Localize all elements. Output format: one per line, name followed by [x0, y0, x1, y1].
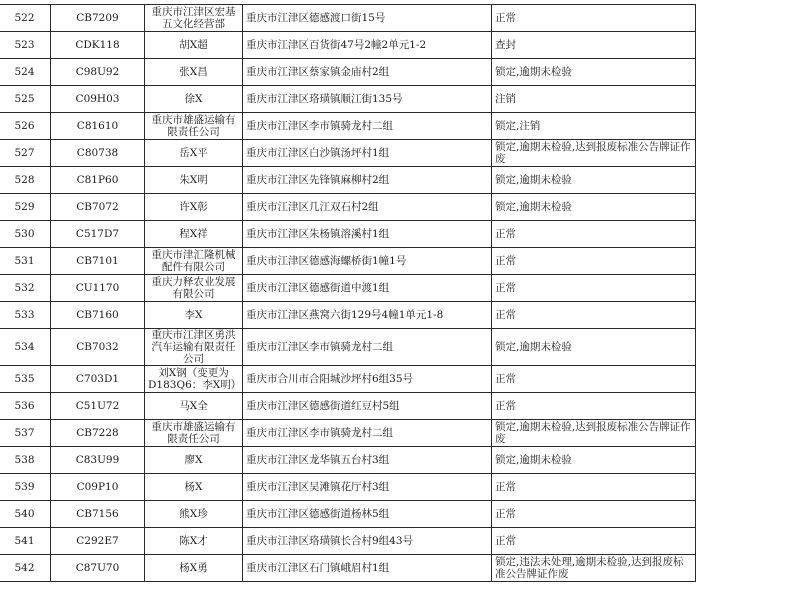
owner-name: 李X: [145, 302, 243, 329]
owner-name: 廖X: [145, 447, 243, 474]
owner-name: 程X祥: [145, 221, 243, 248]
row-number: 529: [0, 194, 51, 221]
table-row: [0, 393, 696, 420]
row-number: 539: [0, 474, 51, 501]
row-number: 535: [0, 366, 51, 393]
owner-name: 徐X: [145, 86, 243, 113]
owner-address: 重庆市江津区德感海螺桥街1幢1号: [243, 248, 492, 275]
owner-name: 岳X平: [145, 140, 243, 167]
row-number: 536: [0, 393, 51, 420]
row-number: 537: [0, 420, 51, 447]
owner-address: 重庆市江津区燕窝六街129号4幢1单元1-8: [243, 302, 492, 329]
owner-name: 重庆市江津区宏基五文化经营部: [145, 5, 243, 32]
owner-address: 重庆市江津区吴滩镇花厅村3组: [243, 474, 492, 501]
table-row: [0, 555, 696, 582]
owner-address: 重庆市江津区李市镇骑龙村二组: [243, 420, 492, 447]
table-row: [0, 248, 696, 275]
owner-name: 朱X明: [145, 167, 243, 194]
vehicle-status: 锁定,逾期未检验: [492, 447, 696, 474]
table-row: [0, 5, 696, 32]
row-number: 542: [0, 555, 51, 582]
vehicle-status: 正常: [492, 393, 696, 420]
owner-name: 重庆力释农业发展有限公司: [145, 275, 243, 302]
vehicle-status: 锁定,逾期未检验,达到报废标准公告牌证作废: [492, 420, 696, 447]
plate-number: CB7032: [51, 329, 145, 366]
owner-address: 重庆市江津区白沙镇汤坪村1组: [243, 140, 492, 167]
plate-number: C517D7: [51, 221, 145, 248]
owner-address: 重庆市江津区龙华镇五台村3组: [243, 447, 492, 474]
owner-address: 重庆市江津区李市镇骑龙村二组: [243, 329, 492, 366]
vehicle-status: 正常: [492, 474, 696, 501]
row-number: 533: [0, 302, 51, 329]
owner-name: 陈X才: [145, 528, 243, 555]
owner-name: 熊X珍: [145, 501, 243, 528]
owner-name: 杨X: [145, 474, 243, 501]
owner-address: 重庆市江津区珞璜镇顺江街135号: [243, 86, 492, 113]
table-row: [0, 474, 696, 501]
row-number: 532: [0, 275, 51, 302]
row-number: 526: [0, 113, 51, 140]
owner-address: 重庆市江津区德感街道红豆村5组: [243, 393, 492, 420]
plate-number: C703D1: [51, 366, 145, 393]
vehicle-status: 正常: [492, 366, 696, 393]
table-row: [0, 501, 696, 528]
row-number: 541: [0, 528, 51, 555]
plate-number: C81610: [51, 113, 145, 140]
table-row: [0, 140, 696, 167]
table-row: [0, 447, 696, 474]
plate-number: CDK118: [51, 32, 145, 59]
owner-name: 重庆市津汇隆机械配件有限公司: [145, 248, 243, 275]
plate-number: C09P10: [51, 474, 145, 501]
vehicle-status: 正常: [492, 248, 696, 275]
vehicle-status: 锁定,逾期未检验: [492, 167, 696, 194]
owner-name: 杨X勇: [145, 555, 243, 582]
owner-address: 重庆市江津区几江双石村2组: [243, 194, 492, 221]
vehicle-status: 锁定,逾期未检验: [492, 194, 696, 221]
table-row: [0, 194, 696, 221]
plate-number: C83U99: [51, 447, 145, 474]
owner-name: 刘X钢（变更为D183Q6：李X明）: [145, 366, 243, 393]
table-row: [0, 86, 696, 113]
plate-number: CB7072: [51, 194, 145, 221]
vehicle-status: 注销: [492, 86, 696, 113]
plate-number: CB7228: [51, 420, 145, 447]
vehicle-status: 正常: [492, 302, 696, 329]
owner-address: 重庆市江津区珞璜镇长合村9组43号: [243, 528, 492, 555]
plate-number: C98U92: [51, 59, 145, 86]
table-row: [0, 59, 696, 86]
owner-name: 马X全: [145, 393, 243, 420]
owner-address: 重庆市江津区德感街道中渡1组: [243, 275, 492, 302]
owner-address: 重庆市江津区德感街道杨林5组: [243, 501, 492, 528]
owner-address: 重庆市江津区德感渡口街15号: [243, 5, 492, 32]
row-number: 528: [0, 167, 51, 194]
table-row: [0, 420, 696, 447]
plate-number: C09H03: [51, 86, 145, 113]
row-number: 522: [0, 5, 51, 32]
owner-address: 重庆市江津区百货街47号2幢2单元1-2: [243, 32, 492, 59]
table-row: [0, 329, 696, 366]
plate-number: C51U72: [51, 393, 145, 420]
vehicle-status: 锁定,逾期未检验: [492, 59, 696, 86]
table-row: [0, 167, 696, 194]
owner-name: 胡X超: [145, 32, 243, 59]
vehicle-status: 锁定,逾期未检验,达到报废标准公告牌证作废: [492, 140, 696, 167]
table-row: [0, 275, 696, 302]
row-number: 527: [0, 140, 51, 167]
vehicle-status: 锁定,违法未处理,逾期未检验,达到报废标准公告牌证作废: [492, 555, 696, 582]
owner-address: 重庆市江津区先锋镇麻柳村2组: [243, 167, 492, 194]
row-number: 524: [0, 59, 51, 86]
vehicle-table-body: [0, 5, 696, 582]
row-number: 523: [0, 32, 51, 59]
owner-name: 张X昌: [145, 59, 243, 86]
row-number: 530: [0, 221, 51, 248]
owner-name: 重庆市雄盛运输有限责任公司: [145, 420, 243, 447]
owner-address: 重庆市江津区朱杨镇溶溪村1组: [243, 221, 492, 248]
vehicle-status: 正常: [492, 528, 696, 555]
vehicle-status: 正常: [492, 501, 696, 528]
owner-address: 重庆市江津区李市镇骑龙村二组: [243, 113, 492, 140]
plate-number: C80738: [51, 140, 145, 167]
plate-number: CB7156: [51, 501, 145, 528]
table-row: [0, 302, 696, 329]
plate-number: CU1170: [51, 275, 145, 302]
vehicle-status: 正常: [492, 5, 696, 32]
table-row: [0, 528, 696, 555]
table-row: [0, 32, 696, 59]
plate-number: C81P60: [51, 167, 145, 194]
owner-name: 重庆市雄盛运输有限责任公司: [145, 113, 243, 140]
vehicle-status: 正常: [492, 275, 696, 302]
row-number: 538: [0, 447, 51, 474]
owner-address: 重庆市合川市合阳城沙坪村6组35号: [243, 366, 492, 393]
owner-address: 重庆市江津区蔡家镇金庙村2组: [243, 59, 492, 86]
owner-name: 重庆市江津区勇洪汽车运输有限责任公司: [145, 329, 243, 366]
plate-number: CB7160: [51, 302, 145, 329]
table-row: [0, 113, 696, 140]
owner-address: 重庆市江津区石门镇峨眉村1组: [243, 555, 492, 582]
plate-number: C292E7: [51, 528, 145, 555]
row-number: 525: [0, 86, 51, 113]
plate-number: CB7209: [51, 5, 145, 32]
table-row: [0, 221, 696, 248]
row-number: 531: [0, 248, 51, 275]
table-row: [0, 366, 696, 393]
plate-number: CB7101: [51, 248, 145, 275]
vehicle-status: 锁定,注销: [492, 113, 696, 140]
row-number: 534: [0, 329, 51, 366]
vehicle-status: 锁定,逾期未检验: [492, 329, 696, 366]
row-number: 540: [0, 501, 51, 528]
vehicle-status: 正常: [492, 221, 696, 248]
vehicle-table: [0, 4, 696, 582]
vehicle-status: 查封: [492, 32, 696, 59]
owner-name: 许X彰: [145, 194, 243, 221]
plate-number: C87U70: [51, 555, 145, 582]
